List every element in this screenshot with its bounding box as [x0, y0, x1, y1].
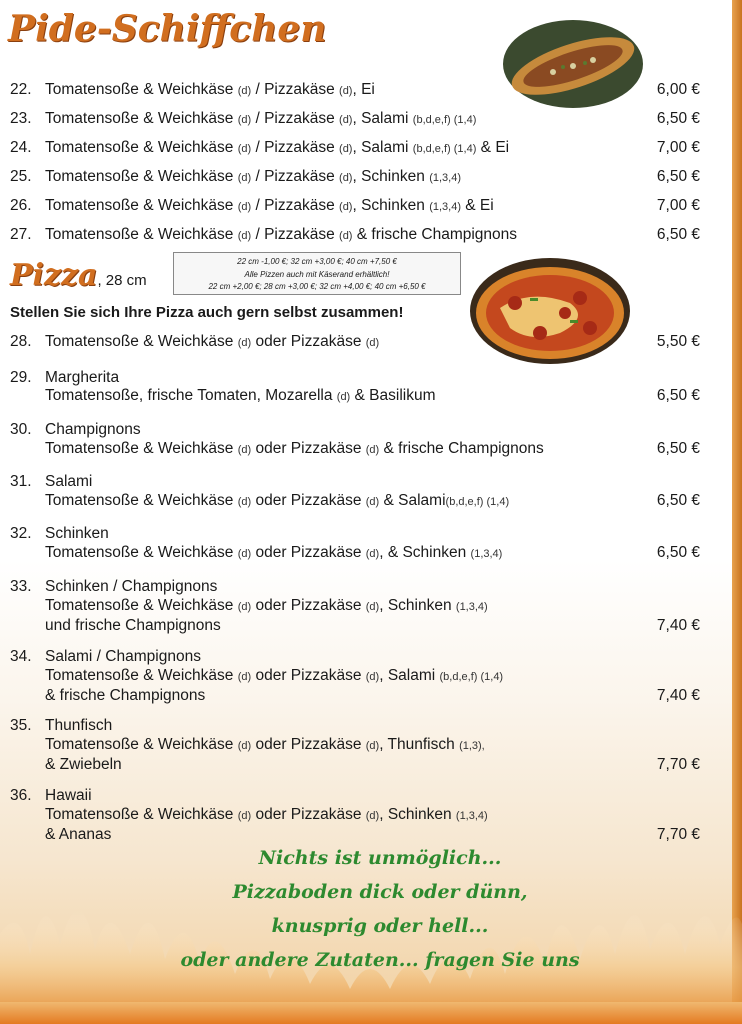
allergen-note: (1,3),: [459, 740, 485, 752]
item-name: Salami / Champignons: [45, 648, 201, 665]
item-description-part: , & Schinken: [379, 544, 467, 561]
item-description-part: , Schinken: [379, 597, 452, 614]
item-description: Tomatensoße & Weichkäse: [45, 440, 234, 457]
allergen-note: (1,3,4): [429, 201, 461, 213]
item-description: Tomatensoße & Weichkäse: [45, 168, 234, 185]
item-description-part: & Ei: [460, 197, 494, 214]
item-description-part: , Salami: [352, 139, 409, 156]
item-description-part: / Pizzakäse: [251, 139, 335, 156]
item-price: 6,50 €: [656, 492, 700, 509]
item-description: Tomatensoße, frische Tomaten, Mozarella: [45, 387, 333, 404]
item-description-part: oder Pizzakäse: [251, 597, 362, 614]
item-description-part: / Pizzakäse: [251, 110, 335, 127]
item-price: 7,70 €: [656, 756, 700, 773]
allergen-note: (d): [365, 496, 380, 508]
item-description-part: / Pizzakäse: [251, 81, 335, 98]
allergen-note: (d): [365, 601, 380, 613]
allergen-note: (d): [237, 172, 252, 184]
pide-title: Pide-Schiffchen: [8, 8, 327, 50]
allergen-note: (d): [237, 230, 252, 242]
list-item: [10, 647, 700, 707]
item-number: 26.: [10, 197, 32, 214]
allergen-note: (d): [365, 810, 380, 822]
slogan: [100, 841, 660, 977]
item-description-part: , Salami: [352, 110, 409, 127]
item-number: 23.: [10, 110, 32, 127]
allergen-note: (d): [237, 337, 252, 349]
item-price: 6,50 €: [656, 168, 700, 185]
item-description-line2: & Ananas: [45, 826, 112, 843]
allergen-note: (d): [237, 740, 252, 752]
item-description-part: / Pizzakäse: [251, 168, 335, 185]
allergen-note: (d): [365, 671, 380, 683]
price-note-line: Alle Pizzen auch mit Käserand erhältlich!: [244, 269, 390, 279]
item-description-line2: & Zwiebeln: [45, 756, 122, 773]
allergen-note: (b,d,e,f) (1,4): [445, 496, 510, 508]
item-description-part: oder Pizzakäse: [251, 333, 362, 350]
price-note-box: [173, 252, 461, 295]
pizza-subtitle: Stellen Sie sich Ihre Pizza auch gern selbst zusammen!: [10, 304, 404, 321]
item-description-line2: & frische Champignons: [45, 687, 206, 704]
allergen-note: (d): [237, 114, 252, 126]
item-price: 7,40 €: [656, 687, 700, 704]
allergen-note: (1,3,4): [455, 810, 488, 822]
allergen-note: (1,3,4): [455, 601, 488, 613]
item-price: 7,00 €: [656, 139, 700, 156]
allergen-note: (d): [237, 601, 252, 613]
item-number: 25.: [10, 168, 32, 185]
item-number: 27.: [10, 226, 32, 243]
item-description-part: & Basilikum: [350, 387, 436, 404]
item-description-part: & Salami: [379, 492, 446, 509]
allergen-note: (d): [339, 172, 353, 184]
item-description: Tomatensoße & Weichkäse: [45, 736, 234, 753]
allergen-note: (d): [365, 548, 380, 560]
slogan-line: knusprig oder hell...: [271, 915, 489, 937]
allergen-note: (d): [339, 230, 353, 242]
item-description-part: & Ei: [476, 139, 510, 156]
item-price: 6,50 €: [656, 440, 700, 457]
item-description-part: , Ei: [352, 81, 375, 98]
item-number: 31.: [10, 473, 32, 490]
allergen-note: (d): [237, 671, 252, 683]
item-name: Schinken: [45, 525, 109, 542]
allergen-note: (b,d,e,f) (1,4): [439, 671, 504, 683]
item-description-part: , Schinken: [379, 806, 452, 823]
item-description-part: oder Pizzakäse: [251, 806, 362, 823]
list-item: [10, 786, 700, 846]
item-name: Thunfisch: [45, 717, 113, 734]
allergen-note: (d): [365, 740, 380, 752]
item-description-part: & frische Champignons: [379, 440, 544, 457]
list-item: [10, 368, 700, 408]
item-name: Margherita: [45, 369, 120, 386]
item-description-part: , Schinken: [352, 168, 425, 185]
allergen-note: (1,3,4): [429, 172, 461, 184]
price-note-line: 22 cm -1,00 €; 32 cm +3,00 €; 40 cm +7,50 €: [237, 257, 397, 266]
price-note-line: 22 cm +2,00 €; 28 cm +3,00 €; 32 cm +4,00 €; 40 cm +6,50 €: [208, 282, 426, 291]
pizza-photo: [470, 258, 630, 364]
item-price: 6,50 €: [656, 226, 700, 243]
slogan-line: oder andere Zutaten... fragen Sie uns: [180, 949, 580, 971]
item-description: Tomatensoße & Weichkäse: [45, 139, 234, 156]
item-description-part: oder Pizzakäse: [251, 667, 362, 684]
item-price: 6,50 €: [656, 544, 700, 561]
allergen-note: (d): [339, 114, 353, 126]
item-name: Schinken / Champignons: [45, 578, 218, 595]
item-number: 29.: [10, 369, 32, 386]
allergen-note: (d): [365, 444, 380, 456]
item-price: 5,50 €: [656, 333, 700, 350]
allergen-note: (d): [339, 85, 353, 97]
item-number: 30.: [10, 421, 32, 438]
item-description: Tomatensoße & Weichkäse: [45, 110, 234, 127]
item-description-part: / Pizzakäse: [251, 226, 335, 243]
pizza-title: Pizza: [10, 258, 98, 293]
item-description: Tomatensoße & Weichkäse: [45, 197, 234, 214]
pizza-size: , 28 cm: [97, 272, 147, 289]
allergen-note: (d): [365, 337, 380, 349]
item-description-line2: und frische Champignons: [45, 617, 221, 634]
list-item: [10, 472, 700, 512]
allergen-note: (d): [237, 810, 252, 822]
allergen-note: (d): [237, 143, 252, 155]
bottom-border: [0, 1002, 742, 1024]
allergen-note: (d): [237, 444, 252, 456]
item-description-part: oder Pizzakäse: [251, 492, 362, 509]
allergen-note: (d): [237, 85, 252, 97]
item-name: Hawaii: [45, 787, 92, 804]
item-description: Tomatensoße & Weichkäse: [45, 667, 234, 684]
allergen-note: (d): [339, 201, 353, 213]
item-price: 7,40 €: [656, 617, 700, 634]
allergen-note: (d): [237, 548, 252, 560]
allergen-note: (b,d,e,f) (1,4): [412, 114, 477, 126]
item-number: 24.: [10, 139, 32, 156]
item-price: 7,70 €: [656, 826, 700, 843]
pide-photo: [503, 20, 643, 108]
item-description: Tomatensoße & Weichkäse: [45, 597, 234, 614]
item-number: 32.: [10, 525, 32, 542]
allergen-note: (d): [237, 496, 252, 508]
item-number: 28.: [10, 333, 32, 350]
list-item: [10, 716, 700, 776]
allergen-note: (d): [336, 391, 351, 403]
item-description-part: / Pizzakäse: [251, 197, 335, 214]
item-description-part: oder Pizzakäse: [251, 440, 362, 457]
slogan-line: Pizzaboden dick oder dünn,: [232, 881, 528, 903]
item-number: 22.: [10, 81, 32, 98]
item-description-part: , Thunfisch: [379, 736, 455, 753]
item-number: 35.: [10, 717, 32, 734]
list-item: [10, 524, 700, 564]
item-description-part: oder Pizzakäse: [251, 736, 362, 753]
item-description: Tomatensoße & Weichkäse: [45, 544, 234, 561]
item-description: Tomatensoße & Weichkäse: [45, 333, 234, 350]
list-item: [10, 577, 700, 637]
item-name: Champignons: [45, 421, 141, 438]
item-price: 6,00 €: [656, 81, 700, 98]
item-number: 34.: [10, 648, 32, 665]
item-description: Tomatensoße & Weichkäse: [45, 492, 234, 509]
list-item: [10, 420, 700, 460]
item-number: 36.: [10, 787, 32, 804]
item-description-part: , Salami: [379, 667, 436, 684]
item-name: Salami: [45, 473, 93, 490]
item-description-part: & frische Champignons: [352, 226, 518, 243]
item-description-part: oder Pizzakäse: [251, 544, 362, 561]
item-description-part: , Schinken: [352, 197, 425, 214]
item-description: Tomatensoße & Weichkäse: [45, 81, 234, 98]
item-price: 6,50 €: [656, 110, 700, 127]
item-description: Tomatensoße & Weichkäse: [45, 806, 234, 823]
item-description: Tomatensoße & Weichkäse: [45, 226, 234, 243]
item-price: 6,50 €: [656, 387, 700, 404]
pizza-heading: [10, 258, 147, 293]
item-number: 33.: [10, 578, 32, 595]
allergen-note: (b,d,e,f) (1,4): [412, 143, 477, 155]
item-price: 7,00 €: [656, 197, 700, 214]
slogan-line: Nichts ist unmöglich...: [258, 847, 502, 869]
allergen-note: (1,3,4): [470, 548, 503, 560]
allergen-note: (d): [237, 201, 252, 213]
allergen-note: (d): [339, 143, 353, 155]
